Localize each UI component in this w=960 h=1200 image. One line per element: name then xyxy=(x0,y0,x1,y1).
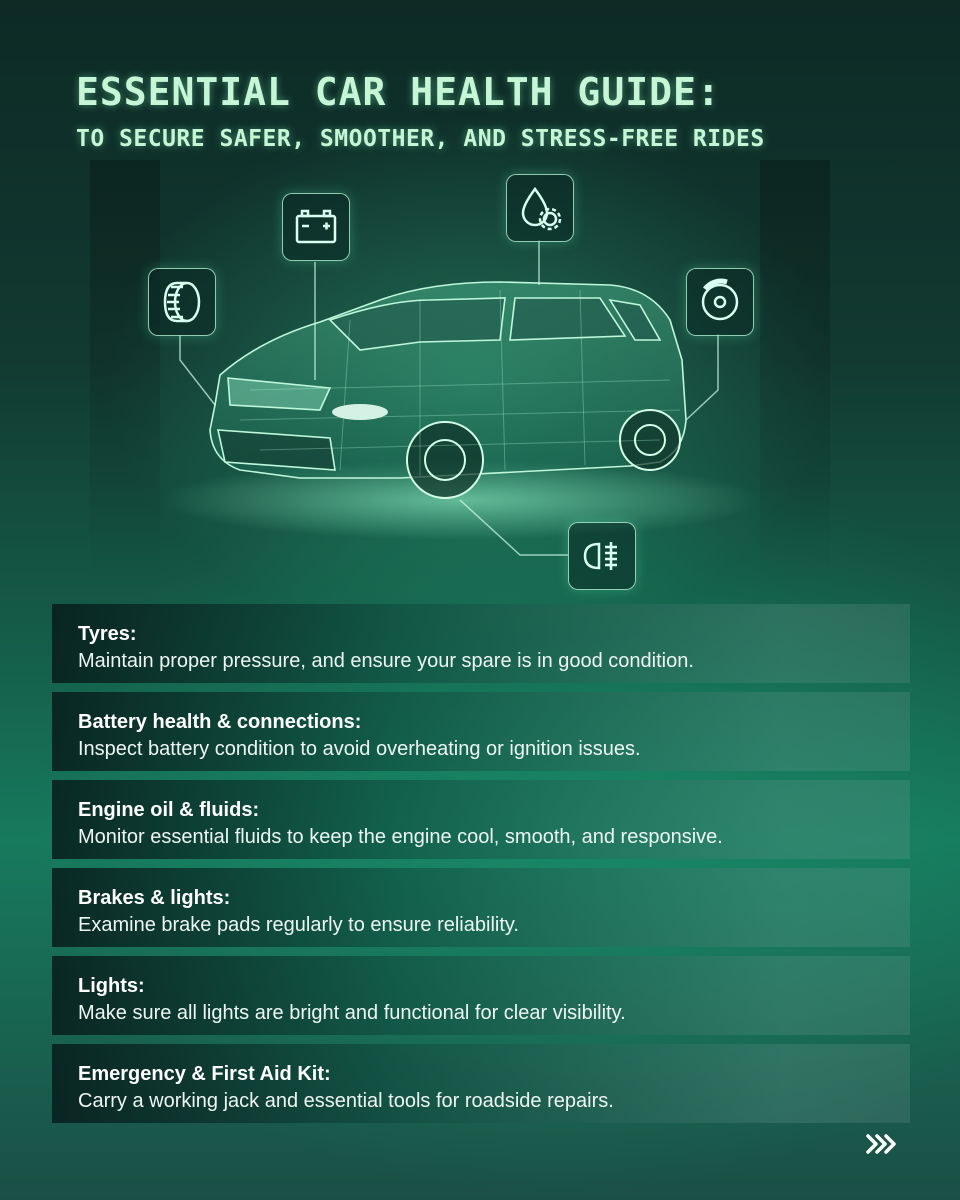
car-illustration xyxy=(0,160,960,600)
item-description: Examine brake pads regularly to ensure reliability. xyxy=(78,914,519,936)
item-title: Lights: xyxy=(78,975,145,997)
page-title: ESSENTIAL CAR HEALTH GUIDE: xyxy=(76,70,721,114)
item-description: Inspect battery condition to avoid overheating or ignition issues. xyxy=(78,738,641,760)
checklist xyxy=(52,604,910,1132)
page-subtitle: TO SECURE SAFER, SMOOTHER, AND STRESS-FREE RIDES xyxy=(76,126,765,152)
double-chevron-right-icon[interactable] xyxy=(864,1132,898,1156)
item-title: Brakes & lights: xyxy=(78,887,231,909)
item-description: Monitor essential fluids to keep the engine cool, smooth, and responsive. xyxy=(78,826,723,848)
oil-drop-gear-icon xyxy=(506,174,574,242)
item-description: Maintain proper pressure, and ensure your spare is in good condition. xyxy=(78,650,694,672)
connector-line xyxy=(180,335,215,405)
item-title: Tyres: xyxy=(78,623,137,645)
connector-line xyxy=(686,334,718,420)
tyre-icon xyxy=(148,268,216,336)
list-item xyxy=(52,868,910,947)
item-description: Make sure all lights are bright and functional for clear visibility. xyxy=(78,1002,626,1024)
list-item xyxy=(52,780,910,859)
item-title: Emergency & First Aid Kit: xyxy=(78,1063,331,1085)
item-title: Battery health & connections: xyxy=(78,711,362,733)
list-item xyxy=(52,1044,910,1123)
list-item xyxy=(52,956,910,1035)
item-description: Carry a working jack and essential tools for roadside repairs. xyxy=(78,1090,614,1112)
brake-disc-icon xyxy=(686,268,754,336)
battery-icon xyxy=(282,193,350,261)
list-item xyxy=(52,604,910,683)
list-item xyxy=(52,692,910,771)
item-title: Engine oil & fluids: xyxy=(78,799,260,821)
fog-light-icon xyxy=(568,522,636,590)
header xyxy=(76,70,765,152)
